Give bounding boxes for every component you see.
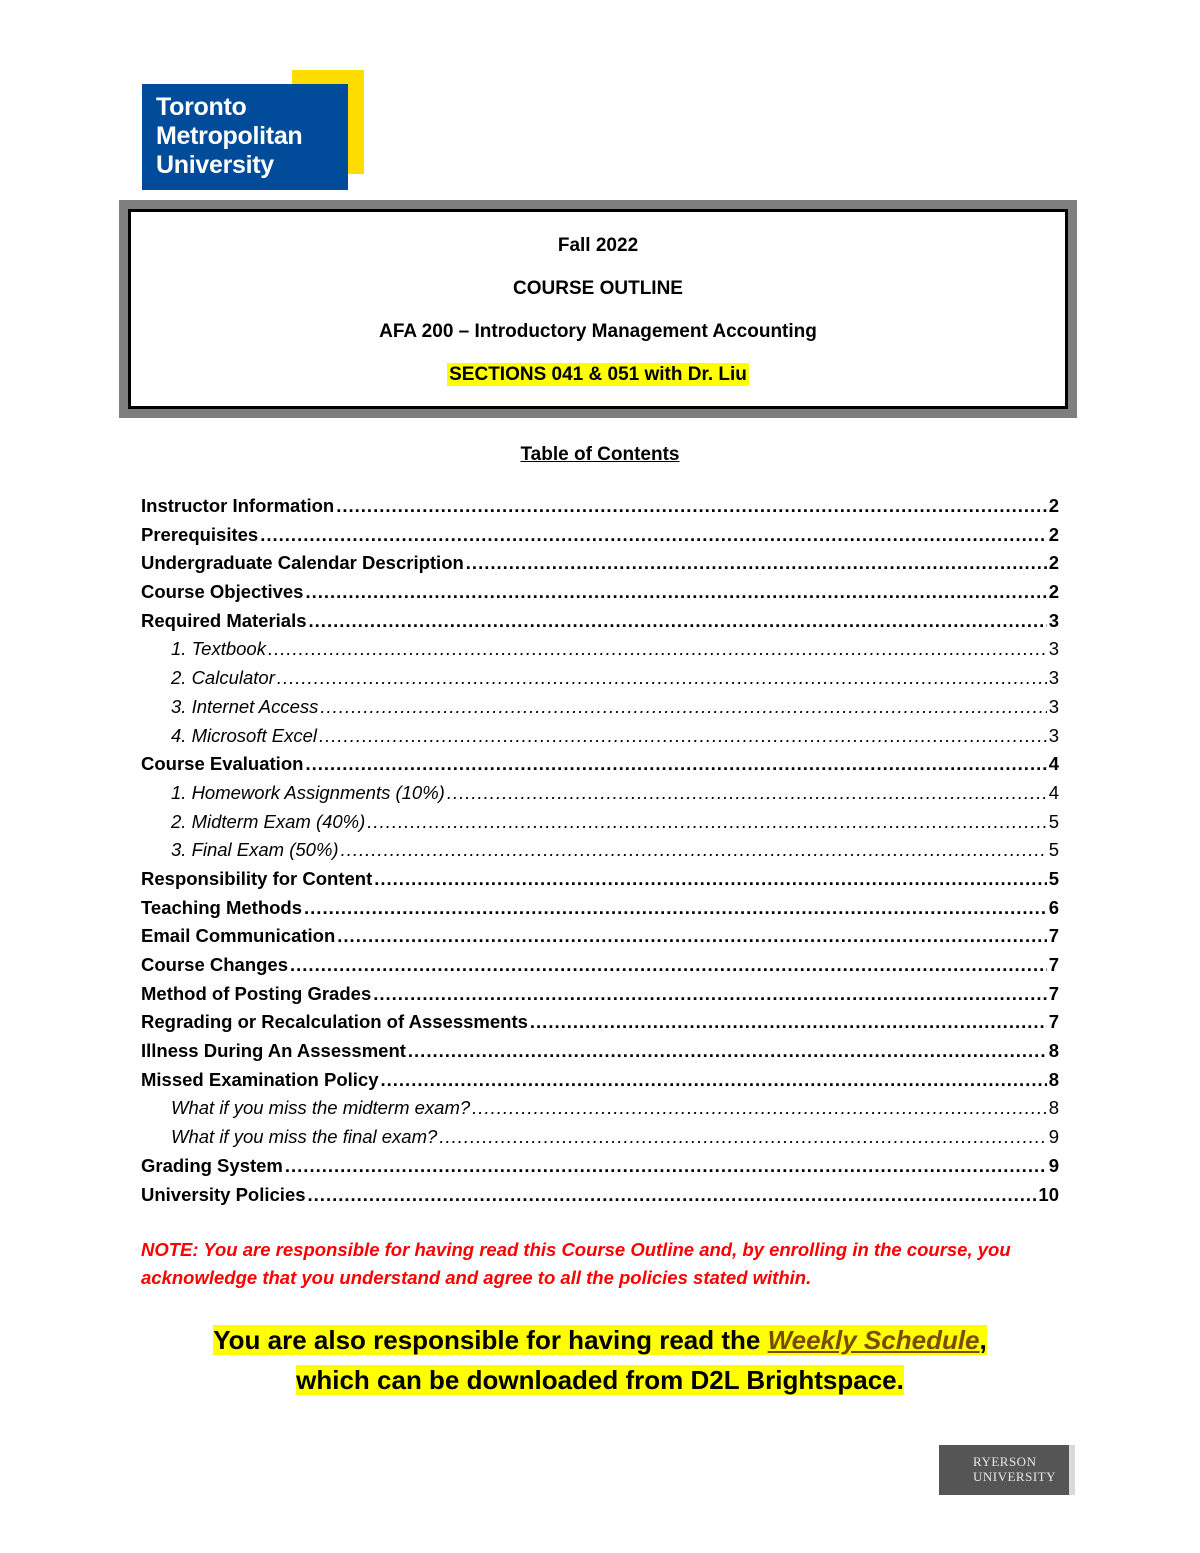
toc-dot-leader bbox=[447, 779, 1047, 808]
toc-dot-leader bbox=[336, 492, 1046, 521]
notice-line-1-suffix: , bbox=[979, 1325, 987, 1355]
toc-heading: Table of Contents bbox=[520, 444, 680, 465]
toc-dot-leader bbox=[341, 836, 1047, 865]
toc-dot-leader bbox=[308, 1181, 1037, 1210]
toc-entry-page: 7 bbox=[1048, 954, 1059, 975]
notice-line-1-prefix: You are also responsible for having read the bbox=[213, 1325, 768, 1355]
weekly-schedule-notice bbox=[0, 1320, 1200, 1400]
logo-line-2: Metropolitan bbox=[156, 122, 303, 150]
toc-entry-page: 7 bbox=[1048, 925, 1059, 947]
notice-line-2 bbox=[0, 1360, 1200, 1400]
toc-entry-page: 4 bbox=[1048, 753, 1059, 775]
ryerson-logo-line-1: RYERSON bbox=[973, 1454, 1037, 1469]
toc-entry-title: 3. Final Exam (50%) bbox=[171, 839, 339, 861]
weekly-schedule-link[interactable]: Weekly Schedule bbox=[767, 1325, 980, 1355]
doc-type-label: COURSE OUTLINE bbox=[513, 278, 683, 299]
toc-entry[interactable] bbox=[141, 1066, 1059, 1095]
toc-entry[interactable] bbox=[141, 549, 1059, 578]
toc-entry-page: 8 bbox=[1048, 1097, 1059, 1119]
sections-line bbox=[131, 364, 1065, 386]
toc-entry-page: 3 bbox=[1048, 695, 1059, 717]
toc-entry[interactable] bbox=[141, 808, 1059, 837]
toc-entry-title: Course Changes bbox=[141, 954, 289, 975]
table-of-contents bbox=[141, 492, 1059, 1209]
toc-entry[interactable] bbox=[141, 521, 1059, 550]
toc-entry-title: Illness During An Assessment bbox=[141, 1040, 406, 1062]
toc-dot-leader bbox=[381, 1066, 1047, 1095]
toc-entry-page: 6 bbox=[1048, 896, 1059, 918]
toc-entry-title: What if you miss the midterm exam? bbox=[171, 1097, 471, 1119]
toc-entry-page: 3 bbox=[1048, 667, 1059, 689]
toc-entry[interactable] bbox=[141, 722, 1059, 751]
toc-entry-page: 2 bbox=[1048, 581, 1059, 603]
toc-entry-title: 1. Textbook bbox=[171, 638, 266, 660]
toc-entry-title: Undergraduate Calendar Description bbox=[141, 552, 464, 574]
toc-entry[interactable] bbox=[141, 980, 1059, 1009]
toc-entry[interactable] bbox=[141, 865, 1059, 894]
ryerson-logo bbox=[939, 1445, 1075, 1495]
toc-entry-page: 7 bbox=[1048, 1011, 1059, 1033]
toc-entry[interactable] bbox=[141, 1123, 1059, 1152]
toc-entry-title: Course Objectives bbox=[141, 581, 304, 603]
logo-line-1: Toronto bbox=[156, 93, 247, 121]
toc-entry-title: Regrading or Recalculation of Assessments bbox=[141, 1011, 528, 1033]
toc-entry-title: 2. Calculator bbox=[171, 667, 275, 689]
toc-dot-leader bbox=[367, 808, 1046, 837]
toc-entry-page: 3 bbox=[1048, 609, 1059, 631]
toc-entry[interactable] bbox=[141, 578, 1059, 607]
toc-entry-title: Grading System bbox=[141, 1154, 283, 1176]
toc-entry[interactable] bbox=[141, 1181, 1059, 1210]
toc-entry[interactable] bbox=[141, 607, 1059, 636]
sections-highlight: SECTIONS 041 & 051 with Dr. Liu bbox=[449, 364, 747, 385]
toc-dot-leader bbox=[319, 722, 1047, 751]
toc-entry-title: 3. Internet Access bbox=[171, 695, 319, 717]
toc-dot-leader bbox=[466, 549, 1047, 578]
toc-entry[interactable] bbox=[141, 1152, 1059, 1181]
toc-entry-title: University Policies bbox=[141, 1183, 306, 1205]
toc-dot-leader bbox=[285, 1152, 1047, 1181]
toc-entry[interactable] bbox=[141, 1094, 1059, 1123]
toc-entry-title: Responsibility for Content bbox=[141, 867, 373, 889]
toc-dot-leader bbox=[472, 1094, 1047, 1123]
toc-dot-leader bbox=[268, 635, 1047, 664]
toc-entry[interactable] bbox=[141, 836, 1059, 865]
toc-entry-page: 10 bbox=[1038, 1183, 1059, 1205]
toc-entry-page: 2 bbox=[1048, 495, 1059, 516]
course-title-box bbox=[119, 200, 1077, 418]
toc-entry-page: 4 bbox=[1048, 781, 1059, 803]
toc-entry[interactable] bbox=[141, 750, 1059, 779]
toc-dot-leader bbox=[260, 521, 1046, 550]
toc-dot-leader bbox=[305, 578, 1046, 607]
toc-entry-page: 8 bbox=[1048, 1068, 1059, 1090]
course-name: AFA 200 – Introductory Management Accounting bbox=[379, 321, 817, 342]
toc-entry-title: What if you miss the final exam? bbox=[171, 1126, 438, 1148]
ryerson-logo-line-2: UNIVERSITY bbox=[973, 1469, 1056, 1484]
toc-dot-leader bbox=[530, 1008, 1047, 1037]
toc-entry-page: 5 bbox=[1048, 839, 1059, 861]
toc-dot-leader bbox=[374, 865, 1046, 894]
toc-entry-page: 9 bbox=[1048, 1154, 1059, 1176]
toc-dot-leader bbox=[309, 607, 1047, 636]
course-title-inner bbox=[128, 209, 1068, 409]
notice-line-1 bbox=[0, 1320, 1200, 1360]
toc-entry-page: 5 bbox=[1048, 810, 1059, 832]
toc-entry-title: Prerequisites bbox=[141, 523, 259, 545]
toc-entry-title: 1. Homework Assignments (10%) bbox=[171, 781, 445, 803]
tmu-logo bbox=[142, 70, 364, 192]
toc-entry[interactable] bbox=[141, 635, 1059, 664]
toc-entry-title: 4. Microsoft Excel bbox=[171, 724, 317, 746]
toc-entry[interactable] bbox=[141, 951, 1059, 980]
toc-entry-page: 3 bbox=[1048, 638, 1059, 660]
logo-blue-block bbox=[142, 84, 348, 190]
toc-dot-leader bbox=[337, 922, 1046, 951]
toc-entry-page: 9 bbox=[1048, 1126, 1059, 1148]
toc-dot-leader bbox=[290, 951, 1047, 980]
toc-dot-leader bbox=[439, 1123, 1046, 1152]
toc-dot-leader bbox=[320, 693, 1046, 722]
toc-dot-leader bbox=[373, 980, 1046, 1009]
notice-line-2-text: which can be downloaded from D2L Brightspace. bbox=[296, 1365, 904, 1395]
toc-entry-page: 2 bbox=[1048, 523, 1059, 545]
toc-entry[interactable] bbox=[141, 1008, 1059, 1037]
toc-entry-title: Course Evaluation bbox=[141, 753, 304, 775]
toc-entry[interactable] bbox=[141, 779, 1059, 808]
toc-entry[interactable] bbox=[141, 894, 1059, 923]
toc-entry[interactable] bbox=[141, 922, 1059, 951]
toc-entry-page: 5 bbox=[1048, 867, 1059, 889]
toc-entry-title: Instructor Information bbox=[141, 495, 335, 516]
term-label: Fall 2022 bbox=[557, 235, 639, 256]
toc-entry[interactable] bbox=[141, 693, 1059, 722]
toc-entry-title: Teaching Methods bbox=[141, 896, 303, 918]
toc-dot-leader bbox=[408, 1037, 1047, 1066]
toc-entry-title: Email Communication bbox=[141, 925, 336, 947]
toc-entry-title: Method of Posting Grades bbox=[141, 982, 372, 1004]
notice-line-1-highlight bbox=[213, 1325, 987, 1355]
toc-dot-leader bbox=[304, 894, 1047, 923]
toc-entry-page: 3 bbox=[1048, 724, 1059, 746]
toc-entry-page: 2 bbox=[1048, 552, 1059, 574]
logo-line-3: University bbox=[156, 151, 274, 179]
toc-entry-page: 7 bbox=[1048, 982, 1059, 1004]
toc-entry[interactable] bbox=[141, 664, 1059, 693]
toc-dot-leader bbox=[277, 664, 1047, 693]
toc-entry-page: 8 bbox=[1048, 1040, 1059, 1062]
responsibility-note: NOTE: You are responsible for having read this Course Outline and, by enrolling in the course, you acknowledge that you understand and agree to all the policies stated within. bbox=[141, 1239, 1011, 1288]
toc-dot-leader bbox=[305, 750, 1046, 779]
toc-entry[interactable] bbox=[141, 492, 1059, 521]
toc-entry-title: Required Materials bbox=[141, 609, 307, 631]
toc-entry-title: Missed Examination Policy bbox=[141, 1068, 379, 1090]
toc-entry[interactable] bbox=[141, 1037, 1059, 1066]
toc-entry-title: 2. Midterm Exam (40%) bbox=[171, 810, 366, 832]
